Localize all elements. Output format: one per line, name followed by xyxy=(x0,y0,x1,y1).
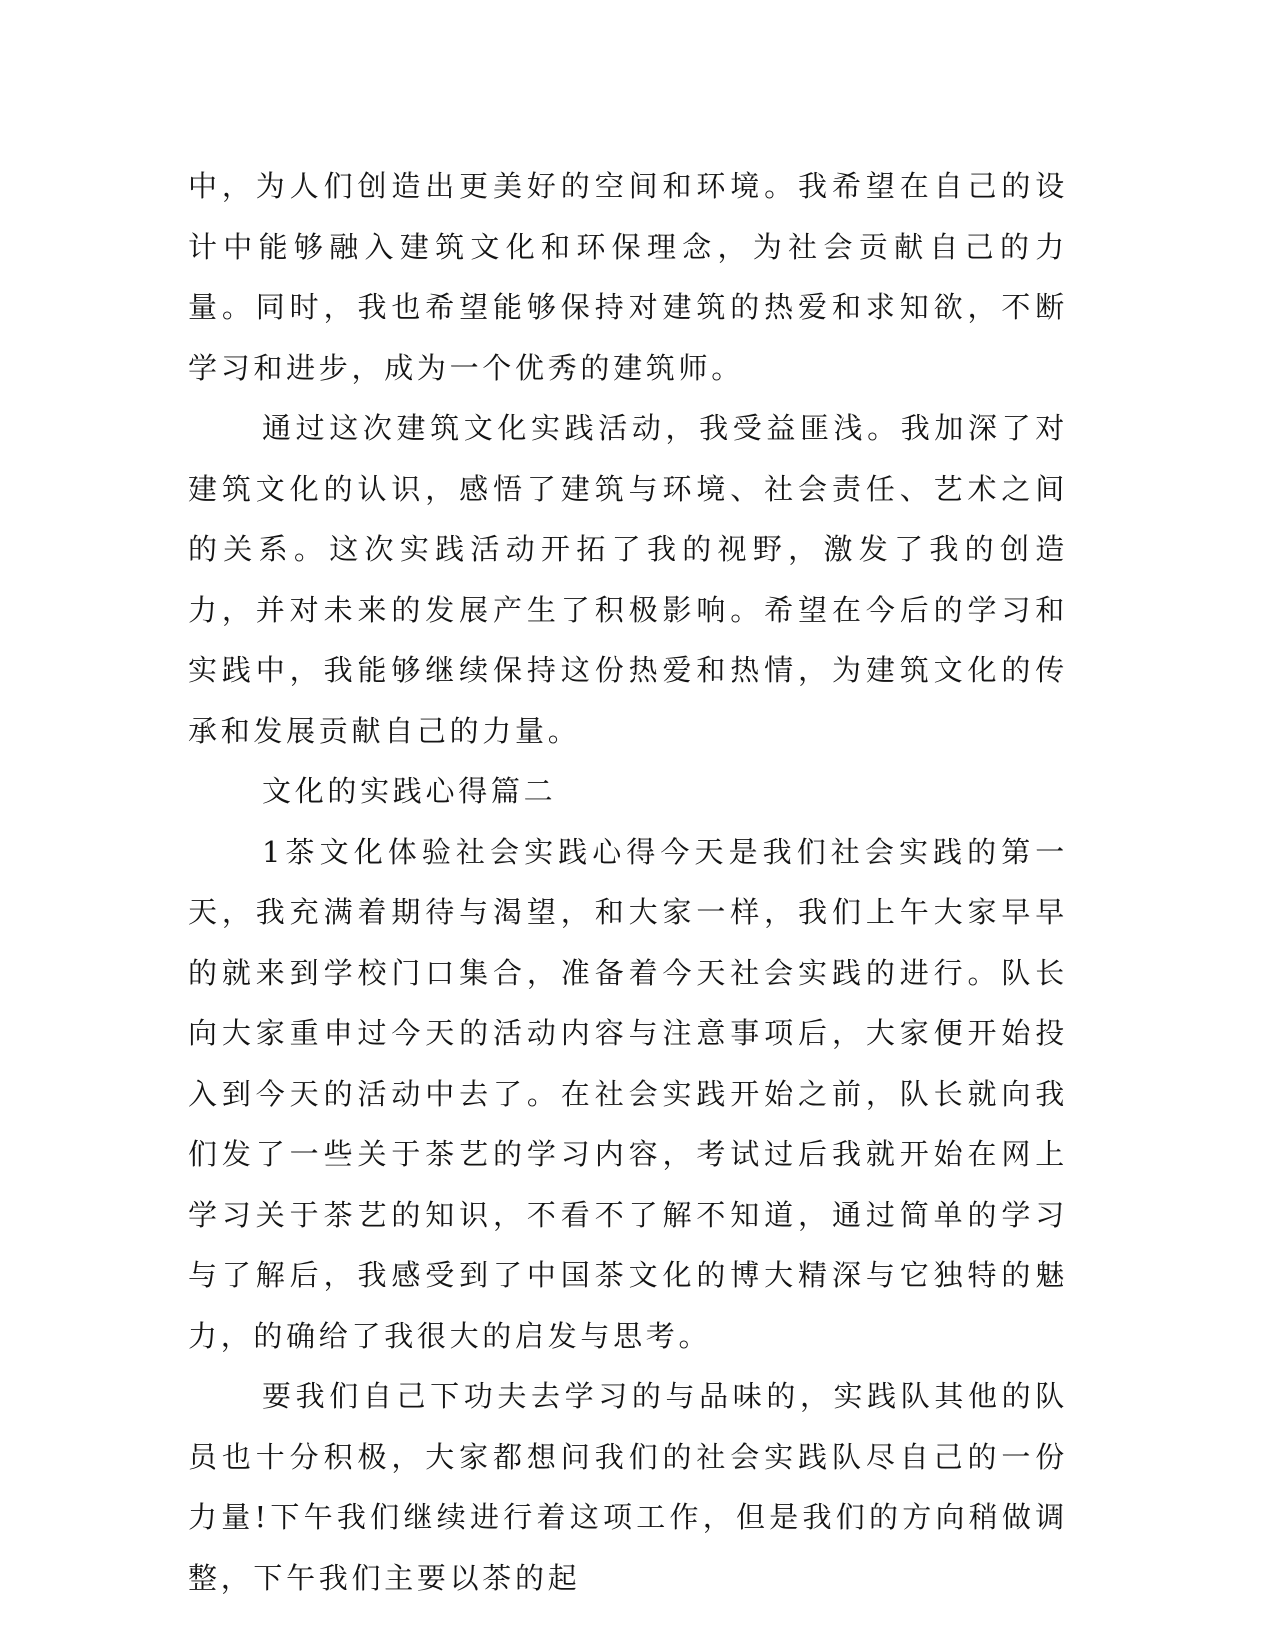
paragraph-continuation: 中，为人们创造出更美好的空间和环境。我希望在自己的设计中能够融入建筑文化和环保理念，为社会贡献自己的力量。同时，我也希望能够保持对建筑的热爱和求知欲，不断学习和进步，成为一个优秀的建筑师。 xyxy=(188,169,1068,385)
paragraph-afternoon-work: 要我们自己下功夫去学习的与品味的，实践队其他的队员也十分积极，大家都想问我们的社会实践队尽自己的一份力量!下午我们继续进行着这项工作，但是我们的方向稍做调整，下午我们主要以茶的起 xyxy=(188,1379,1068,1595)
document-body xyxy=(188,156,1068,1608)
section-title: 文化的实践心得篇二 xyxy=(262,774,557,808)
paragraph-tea-culture: 1茶文化体验社会实践心得今天是我们社会实践的第一天，我充满着期待与渴望，和大家一样，我们上午大家早早的就来到学校门口集合，准备着今天社会实践的进行。队长向大家重申过今天的活动内容与注意事项后，大家便开始投入到今天的活动中去了。在社会实践开始之前，队长就向我们发了一些关于茶艺的学习内容，考试过后我就开始在网上学习关于茶艺的知识，不看不了解不知道，通过简单的学习与了解后，我感受到了中国茶文化的博大精深与它独特的魅力，的确给了我很大的启发与思考。 xyxy=(188,834,1068,1353)
paragraph-practice-summary: 通过这次建筑文化实践活动，我受益匪浅。我加深了对建筑文化的认识，感悟了建筑与环境、社会责任、艺术之间的关系。这次实践活动开拓了我的视野，激发了我的创造力，并对未来的发展产生了积极影响。希望在今后的学习和实践中，我能够继续保持这份热爱和热情，为建筑文化的传承和发展贡献自己的力量。 xyxy=(188,411,1068,748)
